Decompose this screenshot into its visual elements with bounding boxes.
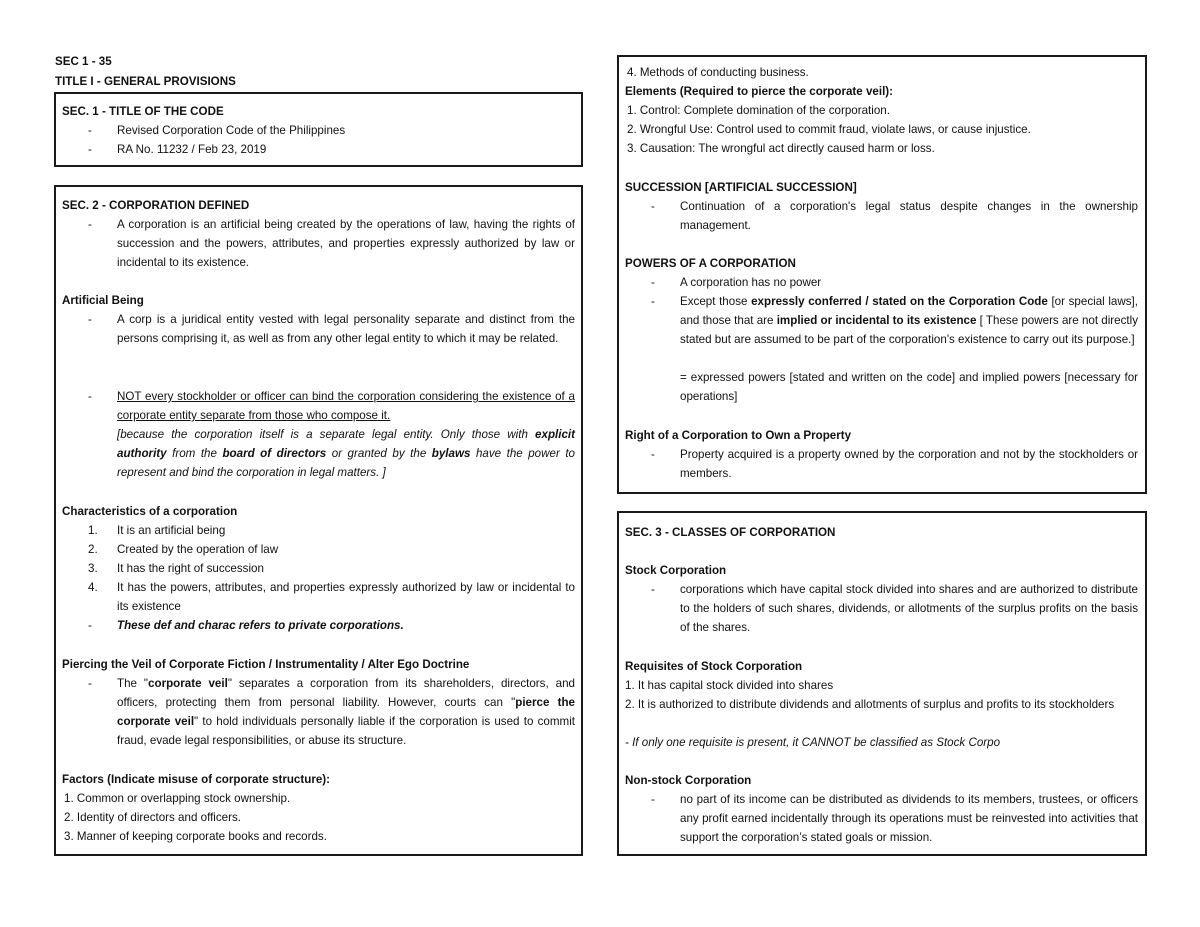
element-item: 2. Wrongful Use: Control used to commit fraud, violate laws, or cause injustice. <box>627 123 1031 136</box>
corporation-definition: A corporation is an artificial being created by the operations of law, having the rights of succession and the powers, attributes, and properties expressly authorized by law or incidental to its existence. <box>117 218 575 269</box>
succession-text: Continuation of a corporation's legal status despite changes in the ownership management. <box>680 200 1138 232</box>
piercing-heading: Piercing the Veil of Corporate Fiction / Instrumentality / Alter Ego Doctrine <box>62 658 470 671</box>
requisite-item: 1. It has capital stock divided into shares <box>625 679 834 692</box>
sec3-box <box>617 511 1147 856</box>
bullet: - <box>651 200 655 213</box>
list-number: 4. <box>88 581 98 594</box>
piercing-text: The "corporate veil" separates a corporation from its shareholders, directors, and officers, protecting them from personal liability. However, courts can "pierce the corporate veil" to hold individuals personally liable if the corporation is used to commit fraud, evade legal responsibilities, or abuse its structure. <box>117 677 575 747</box>
requisite-item: 2. It is authorized to distribute dividends and allotments of surplus and profits to its stockholders <box>625 698 1115 711</box>
list-number: 1. <box>88 524 98 537</box>
powers-summary: = expressed powers [stated and written on the code] and implied powers [necessary for operations] <box>680 371 1138 403</box>
succession-heading: SUCCESSION [ARTIFICIAL SUCCESSION] <box>625 181 857 194</box>
elements-heading: Elements (Required to pierce the corporate veil): <box>625 85 894 98</box>
list-item: It is an artificial being <box>117 524 226 537</box>
section-range: SEC 1 - 35 <box>55 55 112 68</box>
bullet: - <box>651 295 655 308</box>
bullet: - <box>88 677 92 690</box>
nonstock-text: no part of its income can be distributed as dividends to its members, trustees, or officers any profit earned incidentally through its operations must be reinvested into activities that support the corporation’s stated goals or mission. <box>680 793 1138 844</box>
powers-item: A corporation has no power <box>680 276 822 289</box>
property-text: Property acquired is a property owned by the corporation and not by the stockholders or members. <box>680 448 1138 480</box>
sec1-heading: SEC. 1 - TITLE OF THE CODE <box>62 105 224 118</box>
factors-heading: Factors (Indicate misuse of corporate structure): <box>62 773 331 786</box>
method-item: 4. Methods of conducting business. <box>627 66 809 79</box>
stock-text: corporations which have capital stock divided into shares and are authorized to distribute to the holders of such shares, dividends, or allotments of the surplus profits on the basis of the shares. <box>680 583 1138 634</box>
bullet: - <box>651 583 655 596</box>
sec2-heading: SEC. 2 - CORPORATION DEFINED <box>62 199 250 212</box>
sec3-heading: SEC. 3 - CLASSES OF CORPORATION <box>625 526 836 539</box>
sec2-box <box>54 185 583 856</box>
factor-item: 3. Manner of keeping corporate books and records. <box>64 830 327 843</box>
binding-note: NOT every stockholder or officer can bind the corporation considering the existence of a corporate entity separate from those who compose it. <box>117 390 575 422</box>
characteristics-heading: Characteristics of a corporation <box>62 505 238 518</box>
title-heading: TITLE I - GENERAL PROVISIONS <box>55 75 236 88</box>
powers-item: Except those expressly conferred / stated on the Corporation Code [or special laws], and those that are implied or incidental to its existence [ These powers are not directly stated but are assumed to be part of the corporation's existence to carry out its purpose.] <box>680 295 1139 346</box>
list-item: Created by the operation of law <box>117 543 279 556</box>
bullet: - <box>88 143 92 156</box>
bullet: - <box>651 448 655 461</box>
sec1-item: RA No. 11232 / Feb 23, 2019 <box>117 143 267 156</box>
property-heading: Right of a Corporation to Own a Property <box>625 429 852 442</box>
element-item: 1. Control: Complete domination of the corporation. <box>627 104 890 117</box>
right-top-box <box>617 55 1147 494</box>
list-item: It has the powers, attributes, and properties expressly authorized by law or incidental to its existence <box>117 581 575 613</box>
bullet: - <box>651 276 655 289</box>
sec1-box <box>54 92 583 167</box>
element-item: 3. Causation: The wrongful act directly caused harm or loss. <box>627 142 935 155</box>
bullet: - <box>651 793 655 806</box>
factor-item: 2. Identity of directors and officers. <box>64 811 242 824</box>
bullet: - <box>88 619 92 632</box>
binding-explanation: [because the corporation itself is a separate legal entity. Only those with explicit authority from the board of directors or granted by the bylaws have the power to represent and bind the corporation in legal matters. ] <box>117 428 575 479</box>
list-number: 2. <box>88 543 98 556</box>
bullet: - <box>88 218 92 231</box>
sec1-item: Revised Corporation Code of the Philippines <box>117 124 346 137</box>
bullet: - <box>88 390 92 403</box>
requisite-note: - If only one requisite is present, it CANNOT be classified as Stock Corpo <box>625 736 1001 749</box>
artificial-being-text: A corp is a juridical entity vested with legal personality separate and distinct from the persons comprising it, as well as from any other legal entity to which it may be related. <box>117 313 575 345</box>
stock-heading: Stock Corporation <box>625 564 727 577</box>
artificial-being-heading: Artificial Being <box>62 294 144 307</box>
powers-heading: POWERS OF A CORPORATION <box>625 257 796 270</box>
nonstock-heading: Non-stock Corporation <box>625 774 752 787</box>
bullet: - <box>88 313 92 326</box>
bullet: - <box>88 124 92 137</box>
characteristics-note: These def and charac refers to private corporations. <box>117 619 404 632</box>
factor-item: 1. Common or overlapping stock ownership. <box>64 792 291 805</box>
list-item: It has the right of succession <box>117 562 264 575</box>
requisites-heading: Requisites of Stock Corporation <box>625 660 803 673</box>
list-number: 3. <box>88 562 98 575</box>
